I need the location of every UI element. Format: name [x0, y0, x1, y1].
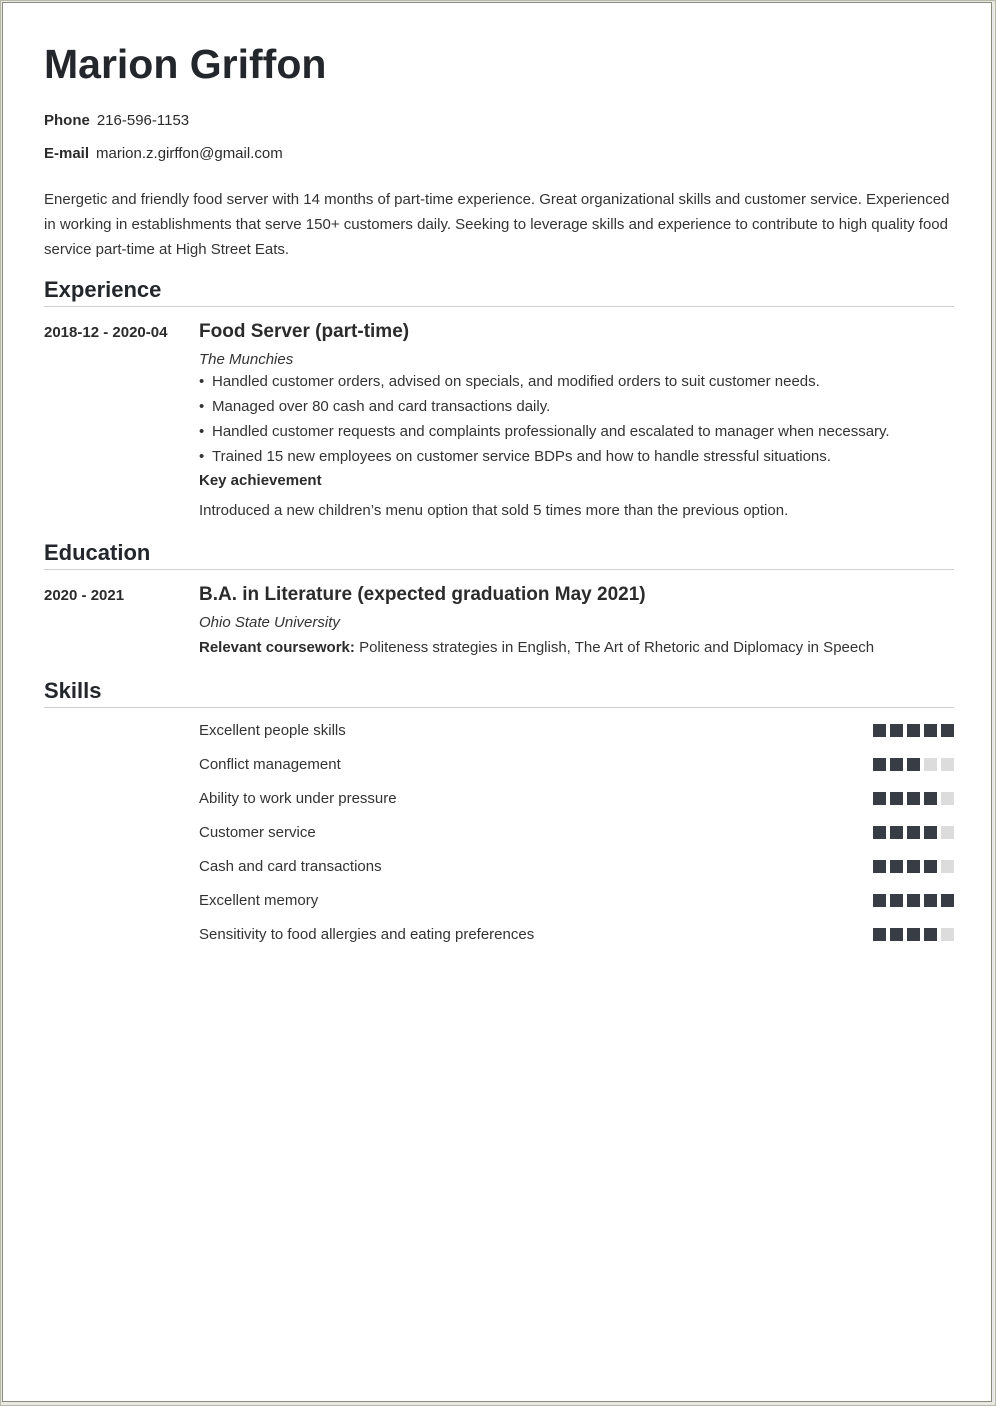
- skill-level-empty-square: [941, 928, 954, 941]
- job-company: The Munchies: [199, 351, 294, 368]
- education-heading: Education: [44, 540, 954, 570]
- skill-level-filled-square: [873, 928, 886, 941]
- degree-title: B.A. in Literature (expected graduation May 2021): [199, 584, 646, 605]
- coursework-value: Politeness strategies in English, The Art of Rhetoric and Diplomacy in Speech: [359, 639, 875, 656]
- skill-level-filled-square: [907, 792, 920, 805]
- skill-level-filled-square: [873, 792, 886, 805]
- skill-level-filled-square: [924, 894, 937, 907]
- skill-name: Excellent people skills: [199, 722, 346, 739]
- skill-level-filled-square: [907, 826, 920, 839]
- profile-summary: Energetic and friendly food server with 14 months of part-time experience. Great organizational skills and customer service. Experienced in working in establishments that serve 150+ customers daily. Seeking to leverage skills and experience to contribute to high quality food service part-time at High Street Eats.: [44, 191, 950, 258]
- job-bullets: [199, 369, 954, 469]
- skill-row: [199, 790, 954, 824]
- key-achievement-text: Introduced a new children’s menu option that sold 5 times more than the previous option.: [199, 502, 789, 519]
- email-row: [44, 145, 283, 162]
- phone-row: [44, 112, 189, 129]
- skill-level-filled-square: [907, 860, 920, 873]
- skill-level-filled-square: [890, 758, 903, 771]
- candidate-name: Marion Griffon: [44, 41, 327, 87]
- email-label: E-mail: [44, 145, 90, 162]
- skill-level-filled-square: [924, 860, 937, 873]
- email-value[interactable]: marion.z.girffon@gmail.com: [96, 145, 283, 162]
- list-item: • Handled customer requests and complaints professionally and escalated to manager when necessary.: [199, 423, 890, 440]
- experience-heading: Experience: [44, 277, 954, 307]
- skill-level-filled-square: [873, 826, 886, 839]
- coursework-label: Relevant coursework:: [199, 639, 355, 656]
- skill-level-empty-square: [941, 826, 954, 839]
- skill-level: [873, 860, 954, 873]
- school-name: Ohio State University: [199, 614, 340, 631]
- skill-level-filled-square: [907, 724, 920, 737]
- skill-row: [199, 892, 954, 926]
- skill-level-empty-square: [941, 758, 954, 771]
- skill-level-filled-square: [873, 860, 886, 873]
- skill-row: [199, 926, 954, 960]
- list-item: • Handled customer orders, advised on specials, and modified orders to suit customer needs.: [199, 373, 820, 390]
- education-entry: [199, 584, 954, 656]
- skill-level-filled-square: [941, 724, 954, 737]
- skill-level-empty-square: [941, 792, 954, 805]
- skill-level-filled-square: [890, 724, 903, 737]
- list-item: • Trained 15 new employees on customer service BDPs and how to handle stressful situations.: [199, 448, 831, 465]
- skills-heading: Skills: [44, 678, 954, 708]
- skill-level-filled-square: [890, 894, 903, 907]
- skill-name: Cash and card transactions: [199, 858, 382, 875]
- skill-level-filled-square: [890, 928, 903, 941]
- skill-level-filled-square: [924, 792, 937, 805]
- job-entry: [199, 321, 954, 519]
- skill-name: Sensitivity to food allergies and eating preferences: [199, 926, 535, 943]
- skill-name: Customer service: [199, 824, 316, 841]
- skill-name: Ability to work under pressure: [199, 790, 397, 807]
- key-achievement-label: Key achievement: [199, 472, 322, 489]
- skill-level: [873, 826, 954, 839]
- skill-level-filled-square: [924, 724, 937, 737]
- skill-level-empty-square: [924, 758, 937, 771]
- job-title: Food Server (part-time): [199, 321, 410, 342]
- skill-level: [873, 894, 954, 907]
- skill-level-filled-square: [890, 860, 903, 873]
- skill-level-filled-square: [907, 928, 920, 941]
- phone-label: Phone: [44, 112, 90, 129]
- skill-row: [199, 824, 954, 858]
- skill-level-filled-square: [941, 894, 954, 907]
- coursework: [199, 639, 954, 656]
- skill-level-empty-square: [941, 860, 954, 873]
- skill-name: Excellent memory: [199, 892, 319, 909]
- skill-level-filled-square: [907, 758, 920, 771]
- skill-level-filled-square: [873, 758, 886, 771]
- skill-level: [873, 792, 954, 805]
- education-dates: 2020 - 2021: [44, 587, 125, 604]
- resume-page: [2, 2, 992, 1402]
- skill-row: [199, 858, 954, 892]
- list-item: • Managed over 80 cash and card transactions daily.: [199, 398, 551, 415]
- skill-level-filled-square: [873, 894, 886, 907]
- skill-level-filled-square: [924, 826, 937, 839]
- skill-level: [873, 724, 954, 737]
- job-dates: 2018-12 - 2020-04: [44, 324, 168, 341]
- skill-row: [199, 756, 954, 790]
- skill-level-filled-square: [924, 928, 937, 941]
- skill-row: [199, 722, 954, 756]
- skill-level: [873, 928, 954, 941]
- skill-level-filled-square: [890, 792, 903, 805]
- skill-name: Conflict management: [199, 756, 341, 773]
- skill-level-filled-square: [907, 894, 920, 907]
- skill-level-filled-square: [890, 826, 903, 839]
- phone-value: 216-596-1153: [96, 112, 190, 129]
- skill-level-filled-square: [873, 724, 886, 737]
- skill-level: [873, 758, 954, 771]
